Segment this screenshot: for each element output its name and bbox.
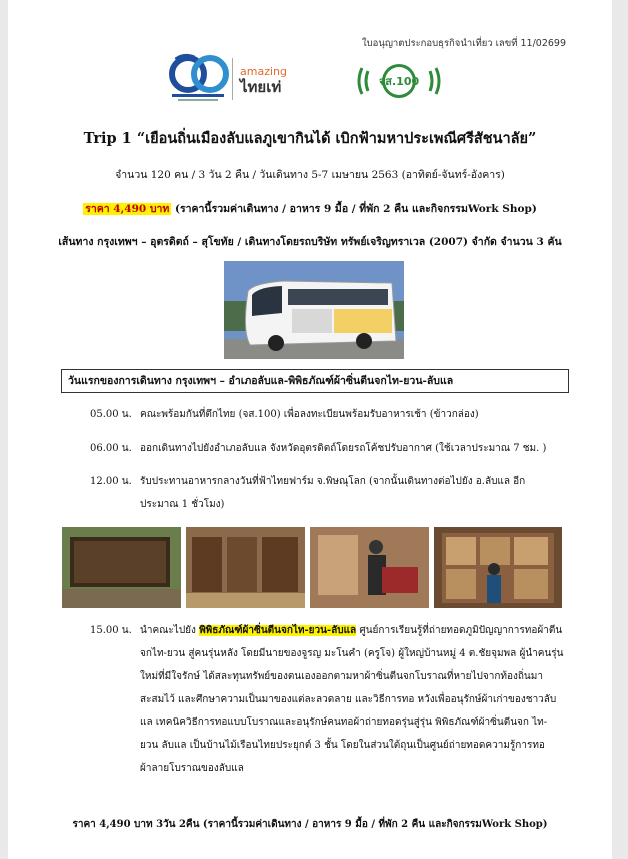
desc-rest: ศูนย์การเรียนรู้ที่ถ่ายทอดภูมิปัญญาการทอผ้าตีน [356,625,563,636]
schedule-time: 06.00 น. [90,443,132,454]
trip-details: จำนวน 120 คน / 3 วัน 2 คืน / วันเดินทาง 5-7 เมษายน 2563 (อาทิตย์-จันทร์-อังคาร) [115,169,505,181]
schedule-desc: สะสมไว้ และศึกษาความเป็นมาของแต่ละลวดลาย และวิธีการทอ หวังเพื่ออนุรักษ์ผ้าเก่าของชาวลับ [140,694,557,705]
trip-title: Trip 1 “เยือนถิ่นเมืองลับแลภูเขากินได้ เบิกฟ้ามหาประเพณีศรีสัชนาลัย” [83,130,537,147]
desc-prefix: นำคณะไปยัง [140,625,200,636]
fabric-display-photo [310,527,429,608]
schedule-desc [140,620,580,642]
schedule-desc: แล เทคนิควิธีการทอแบบโบราณและอนุรักษ์คนทอผ้าถ่ายทอดรุ่นสู่รุ่น พิพิธภัณฑ์ผ้าซิ่นตีนจก ไท- [140,717,548,728]
museum-highlight: พิพิธภัณฑ์ผ้าซิ่นตีนจกไท-ยวน-ลับแล [199,625,357,636]
route-line: เส้นทาง กรุงเทพฯ – อุตรดิตถ์ – สุโขทัย / เดินทางโดยรถบริษัท ทรัพย์เจริญทราเวล (2007) จำกัด จำนวน 3 คัน [58,236,562,248]
svg-text:จส.100: จส.100 [378,75,420,88]
schedule-desc: รับประทานอาหารกลางวันที่ฟ้าไทยฟาร์ม จ.พิษณุโลก (จากนั้นเดินทางต่อไปยัง อ.ลับแล อีก [140,476,526,487]
amazing-thailand-logo [240,66,287,96]
schedule-desc: ผ้าลายโบราณของลับแล [140,763,244,774]
anniversary-60-logo [166,52,230,104]
museum-sign-photo [62,527,181,608]
schedule-desc: ใหม่ที่มีใจรักษ์ ได้สละทุนทรัพย์ของตนเองออกตามหาผ้าซิ่นตีนจกโบราณที่หายไปจากท้องถิ่นมา [140,671,543,682]
footer-price: ราคา 4,490 บาท 3วัน 2คืน (ราคานี้รวมค่าเดินทาง / อาหาร 9 มื้อ / ที่พัก 2 คืน และกิจกรรมWork Shop) [72,819,548,830]
thai-text: ไทยเท่ [240,78,282,96]
amazing-text: amazing [240,65,287,78]
price-highlight: ราคา 4,490 บาท [85,203,170,215]
schedule-desc: ประมาณ 1 ชั่วโมง) [140,499,225,510]
schedule-desc: จกไท-ยวน สู่คนรุ่นหลัง โดยมีนายของจูรญ มะโนคำ (ครูโจ) ผู้ใหญ่บ้านหมู่ 4 ต.ชัยจุมพล ผู้นำคนรุ่น [140,648,564,659]
document-page [8,0,612,859]
logo-divider [232,58,233,100]
license-number: ใบอนุญาตประกอบธุรกิจนำเที่ยว เลขที่ 11/02699 [361,38,566,49]
price-line [8,200,612,217]
tour-bus-photo [224,261,404,359]
schedule-time: 05.00 น. [90,409,132,420]
price-detail: (ราคานี้รวมค่าเดินทาง / อาหาร 9 มื้อ / ที่พัก 2 คืน และกิจกรรมWork Shop) [171,203,537,215]
schedule-time: 15.00 น. [90,625,132,636]
schedule-desc: คณะพร้อมกันที่ตึกไทย (จส.100) เพื่อลงทะเบียนพร้อมรับอาหารเช้า (ข้าวกล่อง) [140,409,479,420]
display-cabinet-photo [434,527,562,608]
day1-header: วันแรกของการเดินทาง กรุงเทพฯ – อำเภอลับแล-พิพิธภัณฑ์ผ้าซิ่นตีนจกไท-ยวน-ลับแล [61,369,569,393]
museum-photos [62,527,562,608]
schedule-desc: ออกเดินทางไปยังอำเภอลับแล จังหวัดอุตรดิตถ์โดยรถโค้ชปรับอากาศ (ใช้เวลาประมาณ 7 ชม. ) [140,443,547,454]
museum-hall-photo [186,527,305,608]
schedule-desc: ยวน ลับแล เป็นบ้านไม้เรือนไทยประยุกต์ 3 ชั้น โดยในส่วนใต้ถุนเป็นศูนย์ถ่ายทอดความรู้การทอ [140,740,545,751]
js100-radio-logo [356,62,442,100]
schedule-time: 12.00 น. [90,476,132,487]
